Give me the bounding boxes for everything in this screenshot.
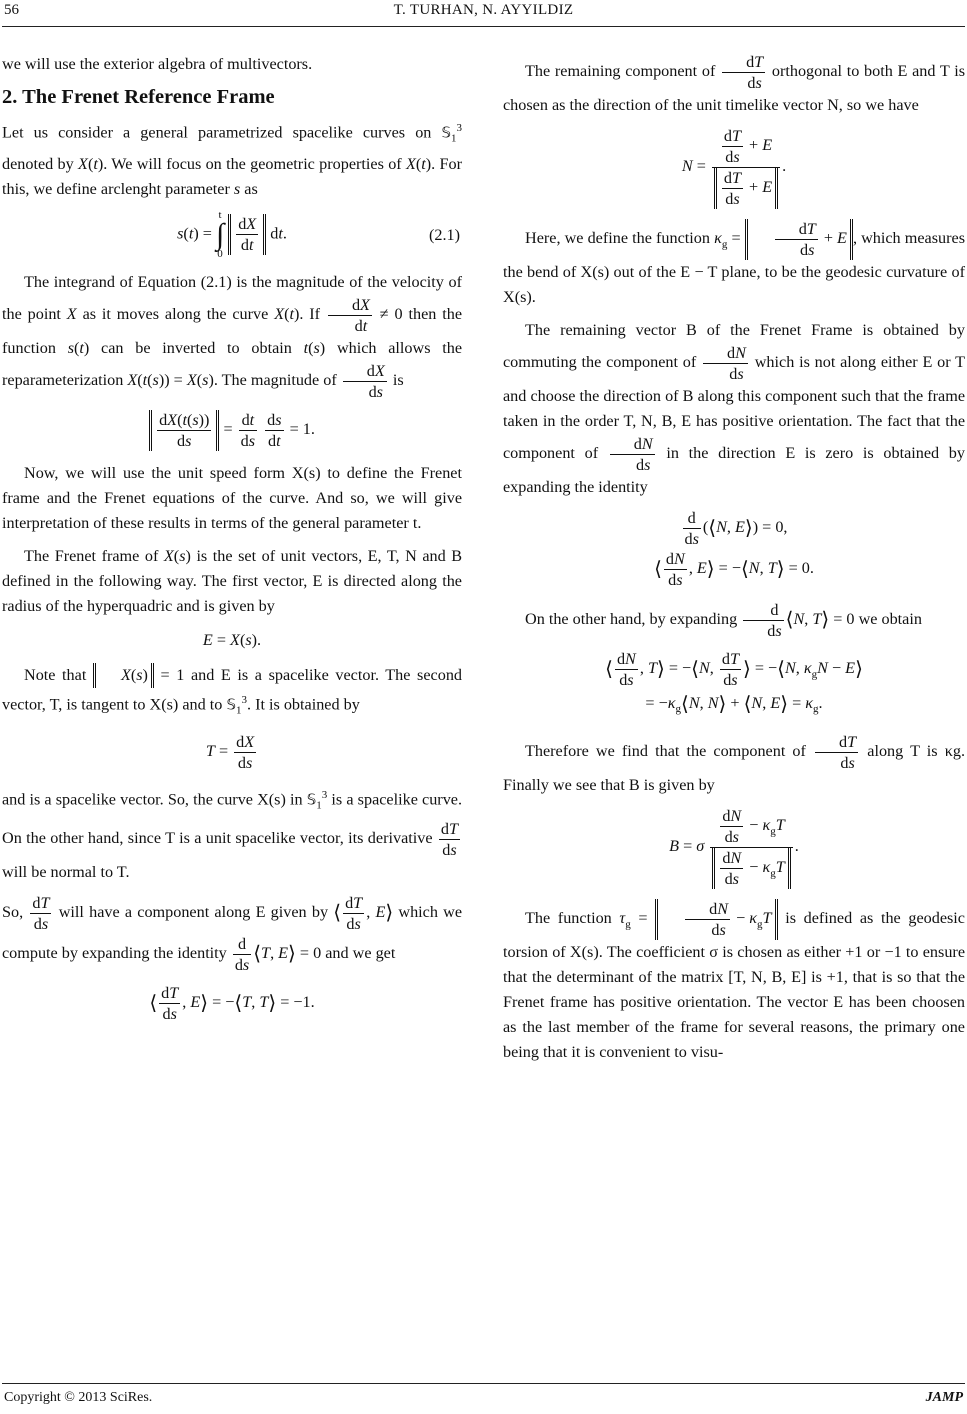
paragraph: Therefore we find that the component of $\frac{dT}{ds}$ along T is κg. Finally we see that B is given by <box>503 733 965 795</box>
running-authors: T. TURHAN, N. AYYILDIZ <box>393 2 574 18</box>
copyright: Copyright © 2013 SciRes. <box>4 1390 153 1405</box>
page-footer <box>4 1390 963 1412</box>
header-rule <box>2 26 965 27</box>
equation-dT-E: ⟨ $\frac{dT}{ds}$ , E⟩ = −⟨T, T⟩ = −1. <box>149 983 315 1023</box>
paragraph: The function $\tau_g$ = $\frac{dN}{ds}$ − $\kappa_gT$ is defined as the geodesic torsion of X(s). The coefficient σ is chosen as either +1 or −1 to ensure that the determinant of the matrix [T, N, B, E] is +1, that is so that the Frenet frame has positive orientation. The vector E has been choosen as the last member of the frame for several reasons, the primary one being that it is convenient to visu- <box>503 900 965 1062</box>
paragraph: The Frenet frame of X(s) is the set of unit vectors, E, T, N and B defined in the following way. The first vector, E is directed along the radius of the hyperquadric and is given by <box>2 546 463 615</box>
paragraph: Here, we define the function $\kappa_g$ = $\frac{dT}{ds}$ + E , which measures the bend of X(s) out of the E − T plane, to be the geodesic curvature of X(s). <box>503 220 965 306</box>
paragraph: we will use the exterior algebra of multivectors. <box>2 55 313 73</box>
journal-name: JAMP <box>925 1390 963 1405</box>
equation-dN-T: ⟨ $\frac{dN}{ds}$ , T⟩ = −⟨N, $\frac{dT}{ds}$ ⟩ = −⟨N, $\kappa_gN$ − E⟩ = $-\kappa_g⟨N$, N⟩ + ⟨N, E⟩ = $\kappa_g$. <box>605 650 863 716</box>
section-heading: 2. The Frenet Reference Frame <box>2 86 275 108</box>
page-header <box>0 2 967 26</box>
right-column <box>503 52 965 1073</box>
equation-E: E = X(s). <box>202 630 262 649</box>
paragraph: The remaining vector B of the Frenet Frame is obtained by commuting the component of $\frac{dN}{ds}$ which is not along either E or T and choose the direction of B along this component such that the frame taken in the order T, N, B, E has positive orientation. The fact that the component of $\frac{dN}{ds}$ in the direction E is zero is obtained by expanding the identity <box>503 321 965 496</box>
paragraph: Note that X(s) = 1 and E is a spacelike vector. The second vector, T, is tangent to X(s) and to 𝕊$_1^3$. It is obtained by <box>2 663 462 724</box>
equation-number: (2.1) <box>428 225 460 244</box>
paragraph: The remaining component of $\frac{dT}{ds}$ orthogonal to both E and T is chosen as the direction of the unit timelike vector N, so we have <box>503 53 966 114</box>
paragraph: Now, we will use the unit speed form X(s) to define the Frenet frame and the Frenet equations of the curve. And so, we will give interpretation of these results in terms of the general parameter t. <box>2 463 462 532</box>
equation-T: T = $\frac{dX}{ds}$ <box>205 733 255 773</box>
footer-rule <box>2 1383 965 1384</box>
left-column <box>2 52 462 1034</box>
paragraph: The integrand of Equation (2.1) is the magnitude of the velocity of the point X as it moves along the curve X(t). If $\frac{dX}{dt}$ ≠ 0 then the function s(t) can be inverted to obtain t(s) which allows the reparameterization X(t(s)) = X(s). The magnitude of $\frac{dX}{ds}$ is <box>2 272 463 401</box>
equation-N: N = $\frac{dT}{ds}$ + E $\frac{dT}{ds}$ + E . <box>681 127 787 208</box>
equation-unit-speed: $\frac{dX(t(s))}{ds}$ = $\frac{dt}{ds}$ $\frac{ds}{dt}$ = 1. <box>2 410 462 451</box>
paragraph: So, $\frac{dT}{ds}$ will have a component along E given by ⟨ $\frac{dT}{ds}$ , E⟩ which we compute by expanding the identity $\frac{d}{ds}$ ⟨T, E⟩ = 0 and we get <box>2 893 463 974</box>
equation-B: B = σ $\frac{dN}{ds}$ − $\kappa_gT$ $\frac{dN}{ds}$ − $\kappa_gT$ . <box>669 807 799 889</box>
paragraph: On the other hand, by expanding $\frac{d}{ds}$ ⟨N, T⟩ = 0 we obtain <box>525 601 922 640</box>
equation-N-E-identity: $\frac{d}{ds}$ (⟨N, E⟩) = 0, ⟨ $\frac{dN}{ds}$ , E⟩ = −⟨N, T⟩ = 0. <box>654 509 814 589</box>
paragraph: Let us consider a general parametrized spacelike curves on 𝕊$_1^3$ denoted by X(t). We will focus on the geometric properties of X(t). For this, we define arclenght parameter s as <box>2 122 463 198</box>
page-number: 56 <box>4 2 19 18</box>
equation-2-1: s(t) = t ∫ 0 $\frac{dX}{dt}$ dt. (2.1) <box>177 208 460 260</box>
paragraph: and is a spacelike vector. So, the curve X(s) in 𝕊$_1^3$ is a spacelike curve. On the other hand, since T is a unit spacelike vector, its derivative $\frac{dT}{ds}$ will be normal to T. <box>2 789 463 881</box>
